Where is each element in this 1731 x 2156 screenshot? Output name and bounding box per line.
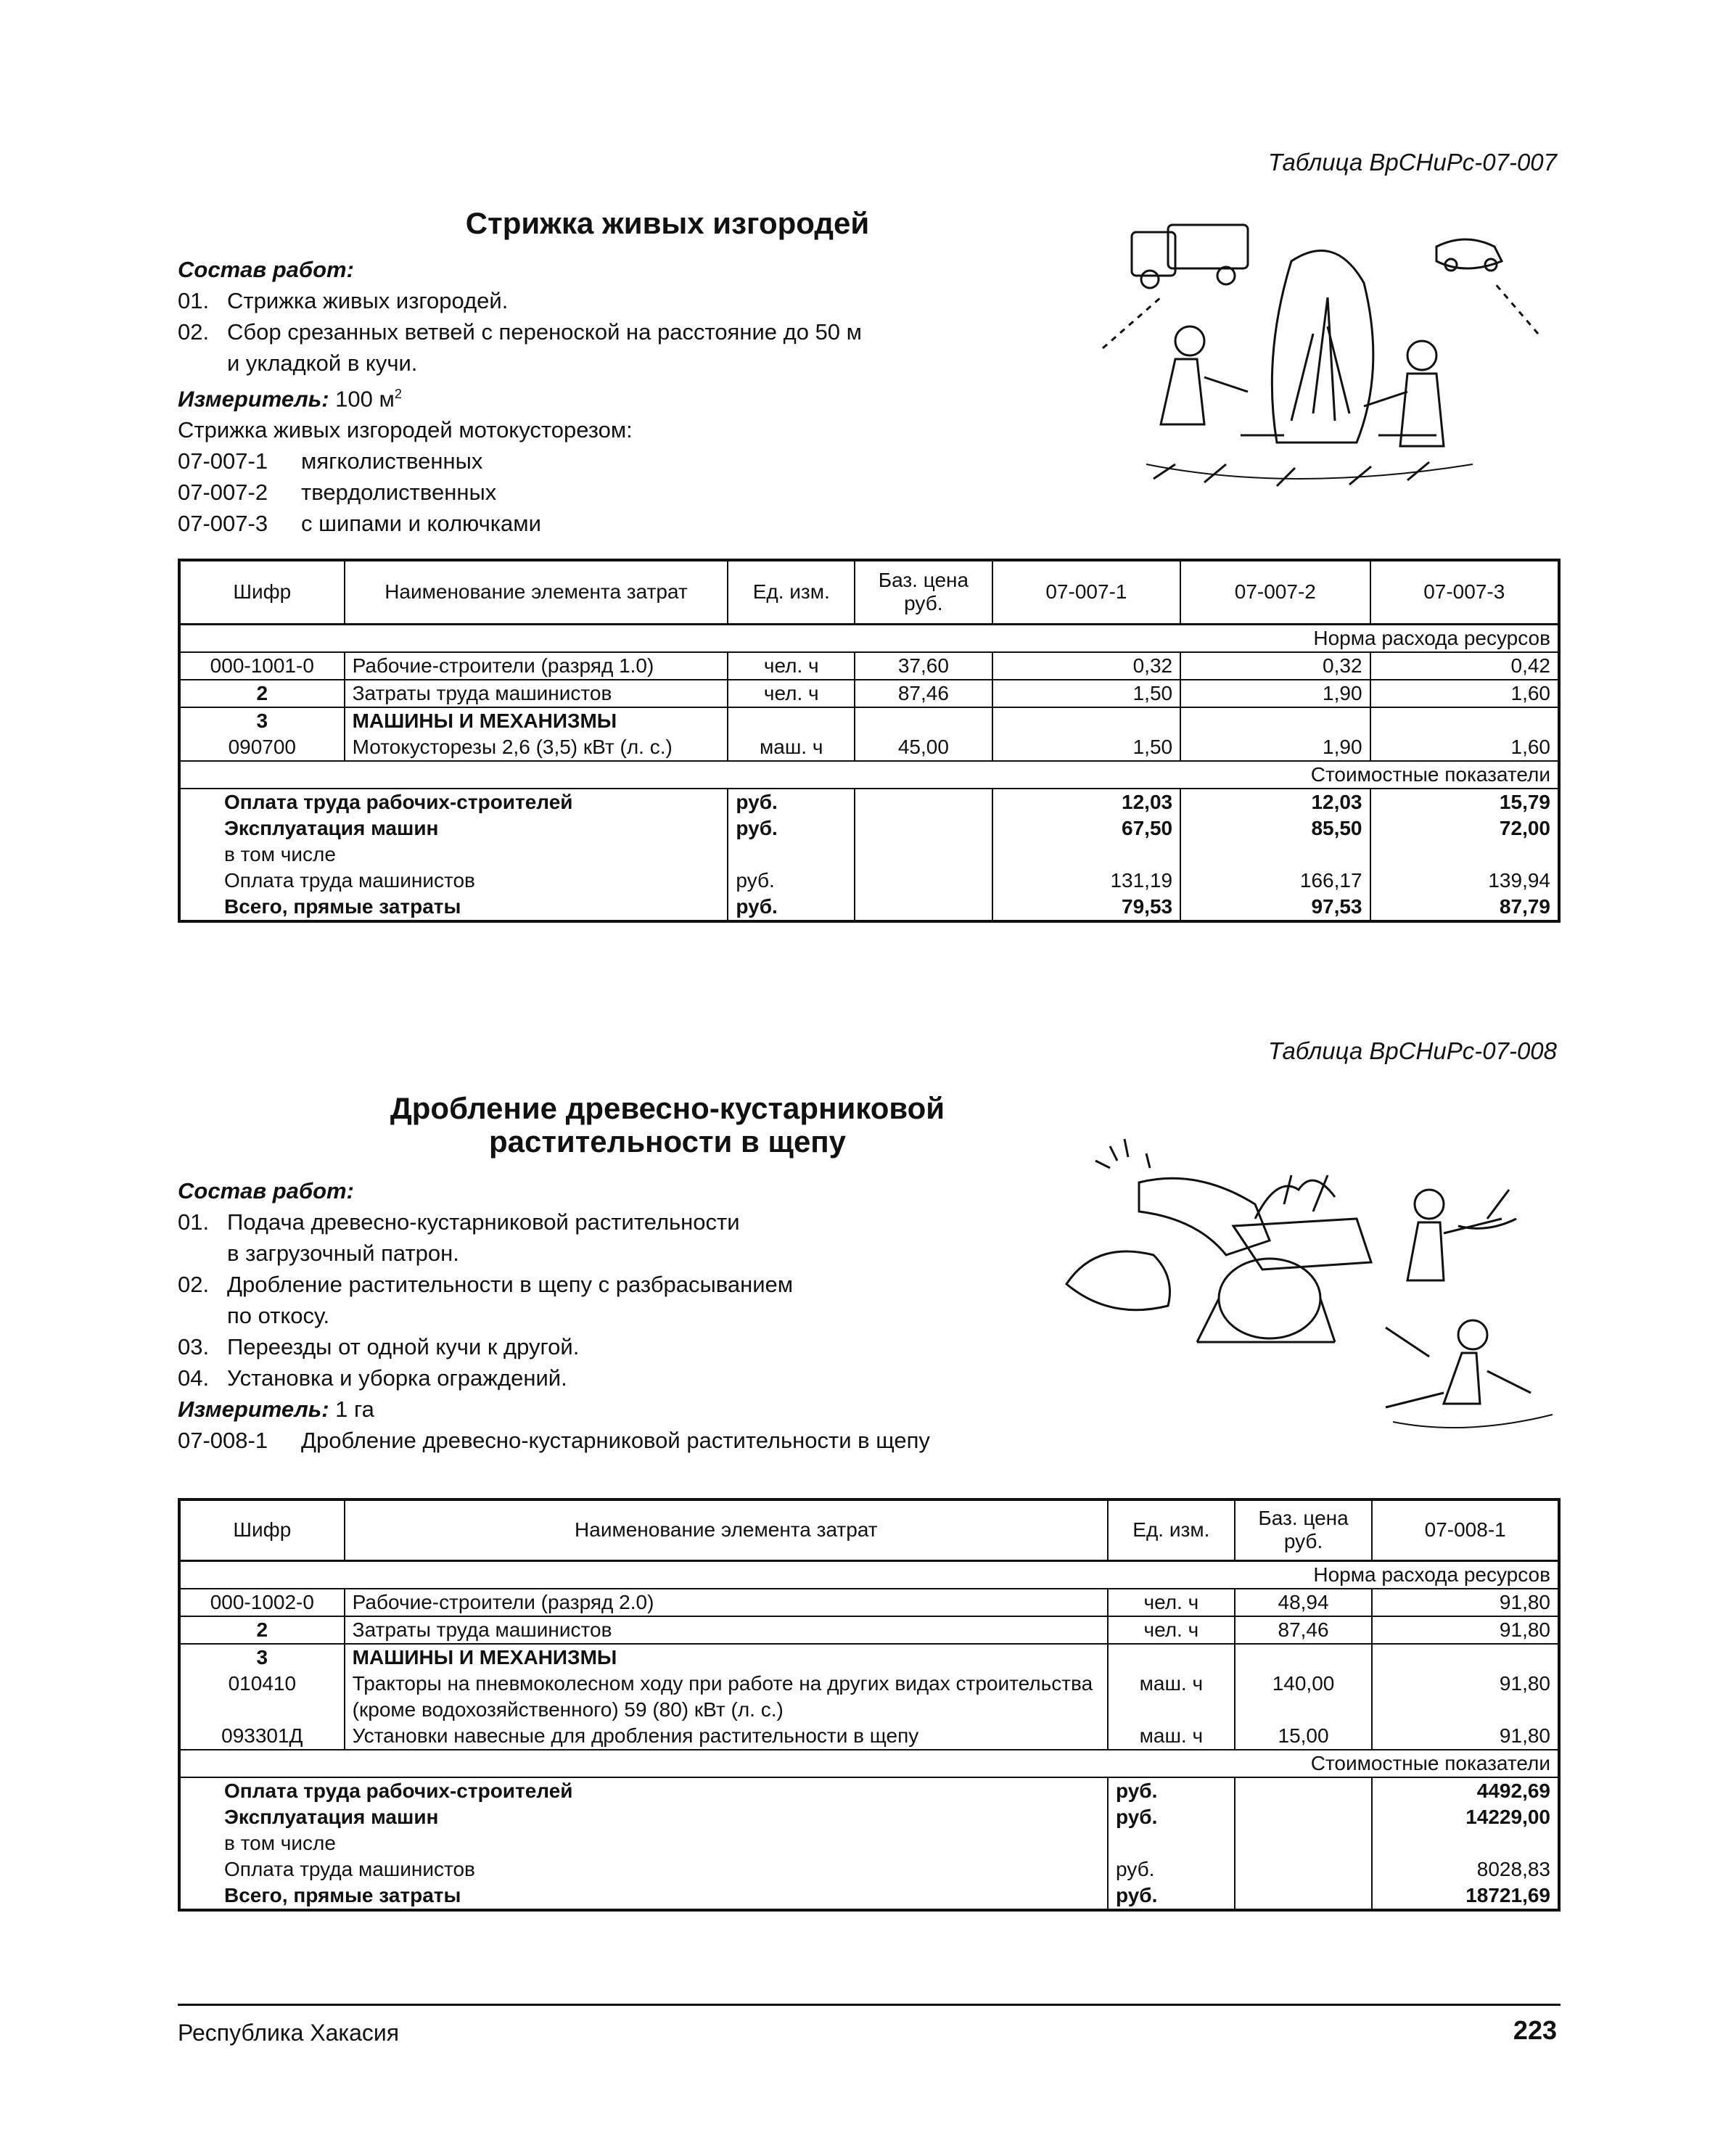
cell-price: 140,00	[1235, 1671, 1373, 1723]
work-num: 01.	[178, 1209, 210, 1235]
variant-text: твердолиственных	[301, 480, 497, 506]
work-text: Подача древесно-кустарниковой растительности	[227, 1209, 740, 1235]
cost-value: 166,17	[1180, 868, 1370, 894]
cell-code: 2	[179, 680, 345, 707]
cell-name: МАШИНЫ И МЕХАНИЗМЫ	[345, 707, 728, 734]
work-item	[178, 1269, 1121, 1300]
cell-unit: маш. ч	[728, 734, 855, 761]
work-text: Переезды от одной кучи к другой.	[227, 1334, 580, 1359]
cost-unit: руб.	[1108, 1804, 1235, 1830]
cell-name: Мотокусторезы 2,6 (3,5) кВт (л. с.)	[345, 734, 728, 761]
cost-row	[179, 1777, 1559, 1804]
cost-row	[179, 868, 1559, 894]
table-row	[179, 734, 1559, 761]
cost-value: 97,53	[1180, 894, 1370, 921]
header-name: Наименование элемента затрат	[345, 1499, 1108, 1560]
cost-value: 8028,83	[1372, 1856, 1559, 1883]
cost-row	[179, 1856, 1559, 1883]
cost-value: 72,00	[1370, 815, 1559, 842]
cell-price: 48,94	[1235, 1589, 1373, 1616]
cost-caption: Стоимостные показатели	[179, 761, 1559, 789]
cell-name: Затраты труда машинистов	[345, 680, 728, 707]
cost-value: 85,50	[1180, 815, 1370, 842]
cell-value: 0,32	[1180, 652, 1370, 680]
footer-region: Республика Хакасия	[178, 2020, 400, 2046]
table-row	[179, 1616, 1559, 1644]
variant-code: 07-007-1	[178, 448, 268, 474]
cost-name: Оплата труда машинистов	[179, 1856, 1108, 1883]
header-variant: 07-008-1	[1372, 1499, 1559, 1560]
cost-unit: руб.	[728, 894, 855, 921]
table-row	[179, 1671, 1559, 1723]
cell-name: Рабочие-строители (разряд 2.0)	[345, 1589, 1108, 1616]
cell-value: 1,90	[1180, 734, 1370, 761]
table-row	[179, 1589, 1559, 1616]
table-row	[179, 1644, 1559, 1671]
header-unit: Ед. изм.	[1108, 1499, 1235, 1560]
cell-value: 1,50	[992, 734, 1180, 761]
cost-value: 4492,69	[1372, 1777, 1559, 1804]
composition-label: Состав работ:	[178, 257, 354, 282]
cost-value: 18721,69	[1372, 1883, 1559, 1910]
table-row	[179, 652, 1559, 680]
cell-name: Тракторы на пневмоколесном ходу при работе на других видах строительства (кроме водохозяйственного) 59 (80) кВт (л. с.)	[345, 1671, 1108, 1723]
cost-name: Эксплуатация машин	[179, 1804, 1108, 1830]
cell-price: 15,00	[1235, 1723, 1373, 1750]
header-code: Шифр	[179, 560, 345, 624]
work-item	[178, 1362, 1121, 1394]
cell-unit: маш. ч	[1108, 1671, 1235, 1723]
variant-code: 07-007-2	[178, 480, 268, 506]
wood-chipper-illustration	[1052, 1117, 1574, 1444]
cell-value: 1,50	[992, 680, 1180, 707]
work-item	[178, 316, 1048, 347]
cell-unit: чел. ч	[728, 680, 855, 707]
header-price: Баз. цена руб.	[855, 560, 992, 624]
variant-item	[178, 508, 1048, 539]
cell-value: 91,80	[1372, 1589, 1559, 1616]
cell-code: 000-1002-0	[179, 1589, 345, 1616]
meter-sup: 2	[394, 387, 402, 401]
cost-value: 131,19	[992, 868, 1180, 894]
cost-value: 12,03	[992, 789, 1180, 815]
cell-value: 91,80	[1372, 1671, 1559, 1723]
resource-table	[178, 1498, 1561, 1912]
variant-item	[178, 477, 1048, 508]
section-title-line: растительности в щепу	[488, 1124, 847, 1159]
cost-value: 15,79	[1370, 789, 1559, 815]
cell-value: 0,32	[992, 652, 1180, 680]
cost-unit: руб.	[1108, 1856, 1235, 1883]
cell-value: 1,60	[1370, 734, 1559, 761]
cost-row	[179, 1830, 1559, 1856]
cell-unit: маш. ч	[1108, 1723, 1235, 1750]
cost-name: Всего, прямые затраты	[179, 1883, 1108, 1910]
work-text: Стрижка живых изгородей.	[227, 288, 509, 313]
cost-value: 67,50	[992, 815, 1180, 842]
cell-value: 91,80	[1372, 1616, 1559, 1644]
work-num: 02.	[178, 319, 210, 345]
meter	[178, 379, 1048, 414]
variant-item	[178, 445, 1048, 477]
cell-unit: чел. ч	[728, 652, 855, 680]
table-row	[179, 1723, 1559, 1750]
variant-text: мягколиственных	[301, 448, 483, 474]
work-description	[178, 1175, 1121, 1456]
cost-row	[179, 1804, 1559, 1830]
cell-unit: чел. ч	[1108, 1616, 1235, 1644]
cost-row	[179, 815, 1559, 842]
cost-name: Всего, прямые затраты	[179, 894, 728, 921]
work-text-cont: в загрузочный патрон.	[227, 1240, 459, 1266]
intro-text: Стрижка живых изгородей мотокусторезом:	[178, 417, 633, 443]
meter-value: 1 га	[335, 1396, 374, 1422]
variant-text: Дробление древесно-кустарниковой растительности в щепу	[301, 1428, 930, 1453]
cost-row	[179, 842, 1559, 868]
cost-row	[179, 1883, 1559, 1910]
cell-code: 093301Д	[179, 1723, 345, 1750]
cost-value: 87,79	[1370, 894, 1559, 921]
composition-label: Состав работ:	[178, 1178, 354, 1204]
header-variant: 07-007-3	[1370, 560, 1559, 624]
work-text: Установка и уборка ограждений.	[227, 1365, 567, 1391]
norm-caption: Норма расхода ресурсов	[179, 624, 1559, 652]
cell-code: 3	[179, 1644, 345, 1671]
work-item	[178, 1331, 1121, 1362]
norm-caption: Норма расхода ресурсов	[179, 1560, 1559, 1589]
cost-name: в том числе	[179, 842, 728, 868]
cost-unit: руб.	[728, 789, 855, 815]
header-code: Шифр	[179, 1499, 345, 1560]
cost-value: 139,94	[1370, 868, 1559, 894]
page-number: 223	[1513, 2015, 1557, 2045]
cell-code: 3	[179, 707, 345, 734]
work-num: 02.	[178, 1272, 210, 1297]
cell-code: 000-1001-0	[179, 652, 345, 680]
footer-divider	[178, 2004, 1561, 2006]
header-variant: 07-007-2	[1180, 560, 1370, 624]
table-label: Таблица ВрСНиРс-07-008	[1268, 1037, 1557, 1064]
cost-row	[179, 894, 1559, 921]
cost-row	[179, 789, 1559, 815]
cell-value: 1,90	[1180, 680, 1370, 707]
section-title: Стрижка живых изгородей	[465, 206, 870, 240]
cell-price: 87,46	[1235, 1616, 1373, 1644]
work-item	[178, 285, 1048, 316]
cell-price: 45,00	[855, 734, 992, 761]
cost-value: 12,03	[1180, 789, 1370, 815]
work-num: 03.	[178, 1334, 210, 1359]
cell-name: Рабочие-строители (разряд 1.0)	[345, 652, 728, 680]
cost-unit: руб.	[1108, 1883, 1235, 1910]
variant-text: с шипами и колючками	[301, 511, 541, 537]
table-label: Таблица ВрСНиРс-07-007	[1268, 149, 1557, 176]
cost-value: 79,53	[992, 894, 1180, 921]
cost-unit: руб.	[728, 868, 855, 894]
cell-name: МАШИНЫ И МЕХАНИЗМЫ	[345, 1644, 1108, 1671]
cell-name: Установки навесные для дробления растительности в щепу	[345, 1723, 1108, 1750]
cell-value: 1,60	[1370, 680, 1559, 707]
section-title-line: Дробление древесно-кустарниковой	[390, 1091, 945, 1125]
variant-code: 07-008-1	[178, 1428, 268, 1453]
variant-code: 07-007-3	[178, 511, 268, 537]
work-text: Дробление растительности в щепу с разбрасыванием	[227, 1272, 794, 1297]
header-variant: 07-007-1	[992, 560, 1180, 624]
cell-value: 0,42	[1370, 652, 1559, 680]
cost-value: 14229,00	[1372, 1804, 1559, 1830]
work-num: 04.	[178, 1365, 210, 1391]
hedge-trimming-illustration	[1059, 203, 1582, 508]
cost-name: Оплата труда рабочих-строителей	[179, 1777, 1108, 1804]
cost-name: Оплата труда рабочих-строителей	[179, 789, 728, 815]
cell-code: 2	[179, 1616, 345, 1644]
cell-code: 010410	[179, 1671, 345, 1723]
work-description	[178, 254, 1048, 539]
section-title	[178, 1092, 1157, 1159]
meter	[178, 1394, 1121, 1425]
cost-unit: руб.	[728, 815, 855, 842]
work-num: 01.	[178, 288, 210, 313]
work-text-cont: по откосу.	[227, 1303, 330, 1328]
cost-name: в том числе	[179, 1830, 1108, 1856]
meter-label: Измеритель:	[178, 386, 329, 412]
table-row	[179, 680, 1559, 707]
resource-table	[178, 559, 1561, 923]
cost-name: Оплата труда машинистов	[179, 868, 728, 894]
header-price: Баз. цена руб.	[1235, 1499, 1373, 1560]
meter-value: 100 м	[335, 386, 395, 412]
variant-item	[178, 1425, 1121, 1456]
work-text: Сбор срезанных ветвей с переноской на расстояние до 50 м	[227, 319, 862, 345]
work-item	[178, 1206, 1121, 1238]
header-unit: Ед. изм.	[728, 560, 855, 624]
cell-unit: чел. ч	[1108, 1589, 1235, 1616]
cell-price: 87,46	[855, 680, 992, 707]
cell-value: 91,80	[1372, 1723, 1559, 1750]
work-text-cont: и укладкой в кучи.	[227, 350, 418, 376]
cost-name: Эксплуатация машин	[179, 815, 728, 842]
cost-unit: руб.	[1108, 1777, 1235, 1804]
table-row	[179, 707, 1559, 734]
cost-caption: Стоимостные показатели	[179, 1750, 1559, 1777]
header-name: Наименование элемента затрат	[345, 560, 728, 624]
cell-code: 090700	[179, 734, 345, 761]
meter-label: Измеритель:	[178, 1396, 329, 1422]
cell-price: 37,60	[855, 652, 992, 680]
cell-name: Затраты труда машинистов	[345, 1616, 1108, 1644]
